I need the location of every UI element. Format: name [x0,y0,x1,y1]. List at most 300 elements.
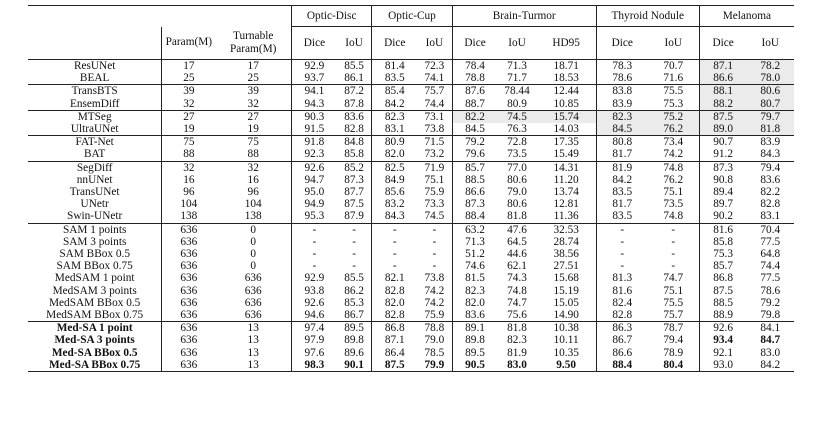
metric-value-cell: 10.85 [553,97,579,110]
method-name-cell: BEAL [79,72,110,85]
metric-header: IoU [648,27,699,60]
metric-value-cell: 80.9 [507,97,527,110]
method-name-cell: nnUNet [76,173,113,186]
metric-value-cell: 81.8 [747,123,794,136]
method-name-cell: Swin-UNetr [67,210,123,223]
metric-value-cell: 87.8 [344,97,364,110]
metric-value-cell: 74.2 [424,284,445,297]
param-cell: 636 [162,322,216,335]
metric-value-cell: 93.4 [699,334,746,346]
param-cell: 636 [162,272,216,284]
metric-value-cell: 85.5 [344,272,364,285]
metric-value-cell: 74.7 [663,272,684,285]
param-cell: 636 [162,223,216,236]
metric-value-cell: 91.2 [699,148,746,161]
turnable-param-cell: 32 [247,97,259,110]
turnable-param-cell: 88 [247,148,259,161]
table-row [28,309,794,322]
metric-value-cell: 82.1 [372,272,417,284]
table-row [28,198,794,210]
turnable-param-cell: 27 [215,110,291,123]
metric-value-cell: 97.4 [292,322,337,335]
metric-value-cell: 88.1 [699,85,746,98]
turnable-param-cell: 636 [244,309,262,322]
metric-value-cell: 75.3 [663,97,684,110]
metric-value-cell: 51.2 [452,248,497,260]
metric-value-cell: 81.7 [596,148,647,161]
metric-value-cell: 81.8 [507,210,527,223]
metric-value-cell: 93.8 [292,285,337,297]
method-name-cell: MedSAM 1 point [54,272,135,285]
method-name-cell: SAM BBox 0.75 [56,260,133,273]
metric-header: Dice [596,27,647,60]
metric-value-cell: 82.0 [372,148,417,161]
metric-value-cell: 73.3 [424,198,445,211]
metric-value-cell: 90.5 [452,359,497,372]
metric-value-cell: 87.6 [452,85,497,98]
metric-value-cell: 83.9 [747,136,794,149]
metric-value-cell: - [432,248,437,261]
metric-value-cell: 81.6 [699,223,746,236]
metric-value-cell: 71.5 [417,136,452,149]
metric-value-cell: 74.5 [424,210,445,223]
metric-value-cell: 88.4 [452,210,497,223]
method-name-cell: TransUNet [69,186,120,199]
turnable-param-cell: 636 [244,296,262,309]
turnable-param-cell: 96 [247,186,259,199]
metric-value-cell: - [596,223,647,236]
method-name-cell: SAM 1 points [28,223,162,236]
table-row [28,223,794,236]
turnable-param-cell: 0 [250,235,257,248]
metric-value-cell: 80.7 [747,98,794,111]
metric-value-cell: 95.3 [292,210,337,223]
metric-value-cell: 86.3 [596,322,647,335]
metric-value-cell: 38.56 [553,248,579,261]
metric-value-cell: 85.8 [699,236,746,248]
metric-value-cell: 83.1 [760,210,781,223]
metric-header: IoU [747,27,794,60]
metric-value-cell: 90.7 [699,136,746,149]
metric-value-cell: 84.5 [596,123,647,136]
metric-value-cell: 92.3 [292,148,337,161]
method-name-cell: Med-SA BBox 0.75 [28,359,162,372]
metric-value-cell: 62.1 [507,260,527,273]
method-name-cell: MTSeg [28,110,162,123]
param-cell: 39 [162,85,216,98]
method-name-cell: BAT [83,148,106,161]
param-cell: 636 [162,297,216,309]
metric-value-cell: 74.8 [648,161,699,174]
metric-value-cell: 91.5 [292,123,337,136]
metric-value-cell: 82.8 [372,285,417,297]
turnable-param-cell: 138 [244,210,262,223]
metric-header: IoU [417,27,452,60]
metric-value-cell: 82.3 [596,110,647,123]
metric-value-cell: 79.9 [417,359,452,372]
turnable-param-cell: 0 [215,223,291,236]
metric-value-cell: 86.1 [344,72,364,85]
metric-value-cell: - [372,248,417,260]
metric-value-cell: 90.1 [337,359,372,372]
turnable-header-blank [215,6,291,27]
metric-value-cell: 86.8 [372,322,417,335]
metric-value-cell: 84.5 [452,123,497,136]
table-row [28,248,794,260]
metric-value-cell: 12.81 [553,198,579,211]
metric-value-cell: - [648,223,699,236]
metric-value-cell: 63.2 [452,223,497,236]
metric-value-cell: 87.9 [344,210,364,223]
metric-value-cell: 86.7 [344,309,364,322]
metric-value-cell: 79.8 [760,309,781,322]
metric-value-cell: 17.35 [537,136,597,149]
metric-value-cell: 84.9 [372,174,417,186]
metric-value-cell: 85.2 [337,161,372,174]
turnable-param-cell: 0 [250,260,257,273]
metric-value-cell: 75.9 [424,309,445,322]
metric-header: Dice [292,27,337,60]
metric-value-cell: 78.8 [452,72,497,85]
metric-value-cell: 87.5 [699,110,746,123]
param-cell: 636 [162,347,216,359]
turnable-param-cell: 19 [247,123,259,136]
metric-value-cell: 78.6 [760,284,781,297]
turnable-param-cell: 25 [247,72,259,85]
metric-value-cell: 14.03 [553,123,579,136]
metric-value-cell: 92.6 [292,161,337,174]
metric-value-cell: 79.6 [452,148,497,161]
metric-value-cell: - [596,248,647,260]
turnable-param-cell: 0 [250,248,257,261]
param-cell: 96 [162,186,216,198]
metric-value-cell: 73.5 [507,148,527,161]
metric-value-cell: 15.74 [537,110,597,123]
metric-value-cell: 70.4 [747,223,794,236]
metric-value-cell: 81.3 [596,272,647,284]
metric-value-cell: 94.1 [292,85,337,98]
metric-value-cell: 89.7 [699,198,746,210]
metric-value-cell: 82.2 [760,186,781,199]
metric-value-cell: 86.6 [699,72,746,85]
param-cell: 636 [162,334,216,346]
metric-value-cell: - [292,260,337,272]
table-row [28,98,794,111]
metric-value-cell: 82.4 [596,297,647,309]
metric-value-cell: 79.4 [663,334,684,347]
table-row [28,347,794,359]
table-body [28,60,794,372]
metric-value-cell: - [372,223,417,236]
metric-value-cell: 85.6 [372,186,417,198]
method-name-cell: FAT-Net [28,136,162,149]
metric-value-cell: 94.9 [292,198,337,210]
metric-value-cell: 87.3 [452,198,497,210]
metric-value-cell: 89.6 [344,346,364,359]
metric-value-cell: 89.8 [344,334,364,347]
param-cell: 636 [162,248,216,260]
metric-value-cell: 80.6 [747,85,794,98]
metric-value-cell: 13.74 [553,186,579,199]
metric-value-cell: 74.4 [424,97,445,110]
metric-value-cell: 74.6 [452,260,497,272]
param-cell: 104 [162,198,216,210]
table-row [28,161,794,174]
metric-value-cell: 90.2 [699,210,746,223]
metric-value-cell: 76.2 [663,173,684,186]
metric-value-cell: 47.6 [497,223,536,236]
metric-value-cell: 75.1 [663,186,684,199]
metric-value-cell: - [337,223,372,236]
metric-value-cell: 88.9 [699,309,746,322]
metric-value-cell: 79.0 [424,334,445,347]
param-header-blank [162,6,216,27]
table-row [28,210,794,223]
metric-value-cell: 82.8 [372,309,417,322]
dataset-group-header: Brain-Turmor [452,6,596,27]
metric-value-cell: 71.3 [452,236,497,248]
turnable-param-cell: 104 [244,198,262,211]
metric-value-cell: 10.38 [537,322,597,335]
metric-value-cell: 74.7 [507,296,527,309]
param-cell: 88 [162,148,216,161]
metric-value-cell: - [372,236,417,248]
metric-value-cell: 97.9 [292,334,337,346]
turnable-param-cell: 636 [244,272,262,285]
metric-value-cell: 80.6 [507,198,527,211]
metric-value-cell: 88.2 [699,98,746,111]
metric-value-cell: - [671,248,676,261]
turnable-label-line2: Param(M) [229,42,277,55]
metric-value-cell: 89.4 [699,186,746,198]
metric-value-cell: 87.1 [372,334,417,346]
metric-value-cell: - [352,248,356,261]
metric-value-cell: 82.3 [372,110,417,123]
metric-value-cell: 9.50 [537,359,597,372]
metric-value-cell: 83.6 [452,309,497,322]
metric-value-cell: 72.3 [417,60,452,73]
metric-value-cell: - [292,223,337,236]
metric-value-cell: 78.4 [452,60,497,73]
method-name-cell: TransBTS [28,85,162,98]
metric-value-cell: 75.1 [663,284,684,297]
metric-value-cell: 79.7 [747,110,794,123]
metric-value-cell: 10.11 [553,334,579,347]
table-row [28,272,794,284]
turnable-param-cell: 13 [247,346,259,359]
table-row [28,72,794,85]
metric-value-cell: 78.8 [417,322,452,335]
method-name-cell: UNetr [80,198,109,211]
dataset-group-header: Optic-Cup [372,6,452,27]
metric-value-cell: 14.31 [537,161,597,174]
metric-value-cell: 11.36 [553,210,579,223]
metric-value-cell: 82.0 [452,297,497,309]
metric-value-cell: 92.6 [292,297,337,309]
metric-value-cell: 79.2 [452,136,497,149]
metric-value-cell: 93.0 [699,359,746,372]
metric-value-cell: 89.5 [452,347,497,359]
metric-value-cell: 83.5 [596,210,647,223]
metric-value-cell: 87.5 [344,198,364,211]
metric-value-cell: 44.6 [507,248,527,261]
metric-value-cell: 75.9 [424,186,445,199]
table-row [28,334,794,346]
metric-value-cell: 83.5 [372,72,417,85]
metric-value-cell: 74.8 [507,284,527,297]
metric-value-cell: 88.5 [699,297,746,309]
metric-value-cell: 81.7 [596,198,647,210]
metric-value-cell: 74.1 [424,72,445,85]
metric-value-cell: 83.8 [596,85,647,98]
metric-value-cell: 86.7 [596,334,647,346]
metric-value-cell: 82.0 [372,297,417,309]
metric-value-cell: 74.2 [424,296,445,309]
metric-value-cell: 87.7 [344,186,364,199]
metric-value-cell: 81.8 [497,322,536,335]
metric-value-cell: 89.5 [337,322,372,335]
metric-value-cell: 82.3 [452,285,497,297]
metric-value-cell: 87.5 [699,285,746,297]
metric-value-cell: 32.53 [537,223,597,236]
metric-value-cell: 83.5 [596,186,647,198]
metric-value-cell: 84.3 [372,210,417,223]
metric-value-cell: 73.8 [424,123,445,136]
metric-header: Dice [372,27,417,60]
metric-value-cell: - [432,235,437,248]
param-cell: 32 [162,161,216,174]
param-cell: 636 [162,359,216,372]
table-row [28,297,794,309]
metric-value-cell: - [292,236,337,248]
metric-value-cell: 91.8 [292,136,337,149]
metric-value-cell: 82.5 [372,161,417,174]
metric-value-cell: 83.6 [337,110,372,123]
metric-value-cell: 70.7 [648,60,699,73]
metric-value-cell: 18.53 [553,72,579,85]
metric-value-cell: 83.2 [372,198,417,210]
turnable-param-cell: 39 [215,85,291,98]
metric-value-cell: 73.4 [648,136,699,149]
metric-value-cell: - [292,248,337,260]
metric-value-cell: 15.19 [553,284,579,297]
results-table [28,5,794,372]
metric-value-cell: 92.9 [292,60,337,73]
metric-header: IoU [497,27,536,60]
metric-value-cell: 78.0 [747,72,794,85]
metric-value-cell: 28.74 [553,235,579,248]
metric-value-cell: 86.6 [596,347,647,359]
table-row [28,85,794,98]
metric-value-cell: 97.6 [292,347,337,359]
param-cell: 17 [162,60,216,73]
param-header: Param(M) [162,27,216,60]
metric-value-cell: - [671,235,676,248]
turnable-param-cell: 636 [244,284,262,297]
metric-value-cell: 81.9 [507,346,527,359]
param-cell: 636 [162,236,216,248]
metric-value-cell: 85.3 [344,296,364,309]
dataset-group-header: Thyroid Nodule [596,6,699,27]
metric-value-cell: 80.6 [507,173,527,186]
metric-header: Dice [452,27,497,60]
metric-value-cell: 84.1 [747,322,794,335]
metric-value-cell: 92.6 [699,322,746,335]
method-name-cell: MedSAM 3 points [52,284,137,297]
metric-value-cell: 76.2 [648,123,699,136]
metric-value-cell: 71.6 [663,72,684,85]
metric-value-cell: 81.6 [596,285,647,297]
method-name-cell: Med-SA 1 point [28,322,162,335]
metric-value-cell: 80.9 [372,136,417,149]
dataset-group-header: Optic-Disc [292,6,372,27]
metric-value-cell: 85.7 [452,161,497,174]
metric-value-cell: 74.4 [760,260,781,273]
table-row [28,359,794,372]
method-name-cell: EnsemDiff [69,97,120,110]
turnable-label-line1: Turnable [233,29,274,42]
method-name-cell: Med-SA 3 points [54,334,135,347]
table-row [28,322,794,335]
metric-value-cell: 84.3 [760,148,781,161]
metric-value-cell: 74.2 [663,148,684,161]
metric-value-cell: 81.4 [372,60,417,73]
metric-value-cell: - [352,235,356,248]
metric-value-cell: 73.8 [424,272,445,285]
metric-value-cell: 82.8 [344,123,364,136]
metric-value-cell: 77.5 [760,272,781,285]
metric-value-cell: 75.7 [417,85,452,98]
metric-value-cell: 87.3 [699,161,746,174]
metric-header: IoU [337,27,372,60]
metric-value-cell: 78.2 [747,60,794,73]
method-name-cell: MedSAM BBox 0.5 [48,296,141,309]
metric-value-cell: 86.2 [344,284,364,297]
metric-value-cell: 75.2 [648,110,699,123]
metric-value-cell: 83.6 [760,173,781,186]
table-row [28,260,794,272]
method-name-cell: Med-SA BBox 0.5 [51,346,138,359]
metric-value-cell: 73.5 [663,198,684,211]
metric-value-cell: 74.3 [507,272,527,285]
metric-value-cell: 76.3 [507,123,527,136]
metric-value-cell: 71.3 [497,60,536,73]
turnable-param-cell: 13 [247,334,259,347]
metric-header-row [28,27,794,60]
metric-value-cell: 15.05 [553,296,579,309]
metric-value-cell: 75.6 [507,309,527,322]
metric-value-cell: 86.6 [452,186,497,198]
param-cell: 636 [162,309,216,322]
metric-value-cell: 92.9 [292,272,337,284]
metric-value-cell: 83.1 [372,123,417,136]
metric-value-cell: 98.3 [292,359,337,372]
table-header [28,6,794,60]
metric-value-cell: 75.1 [424,173,445,186]
table-row [28,110,794,123]
param-cell: 636 [162,260,216,272]
metric-value-cell: 89.0 [699,123,746,136]
metric-value-cell: 79.4 [747,161,794,174]
metric-value-cell: 84.8 [337,136,372,149]
metric-value-cell: 77.0 [497,161,536,174]
metric-value-cell: 78.3 [596,60,647,73]
table-row [28,148,794,161]
param-cell: 27 [162,110,216,123]
metric-value-cell: 85.7 [699,260,746,272]
metric-value-cell: 12.44 [537,85,597,98]
metric-value-cell: 84.2 [747,359,794,372]
